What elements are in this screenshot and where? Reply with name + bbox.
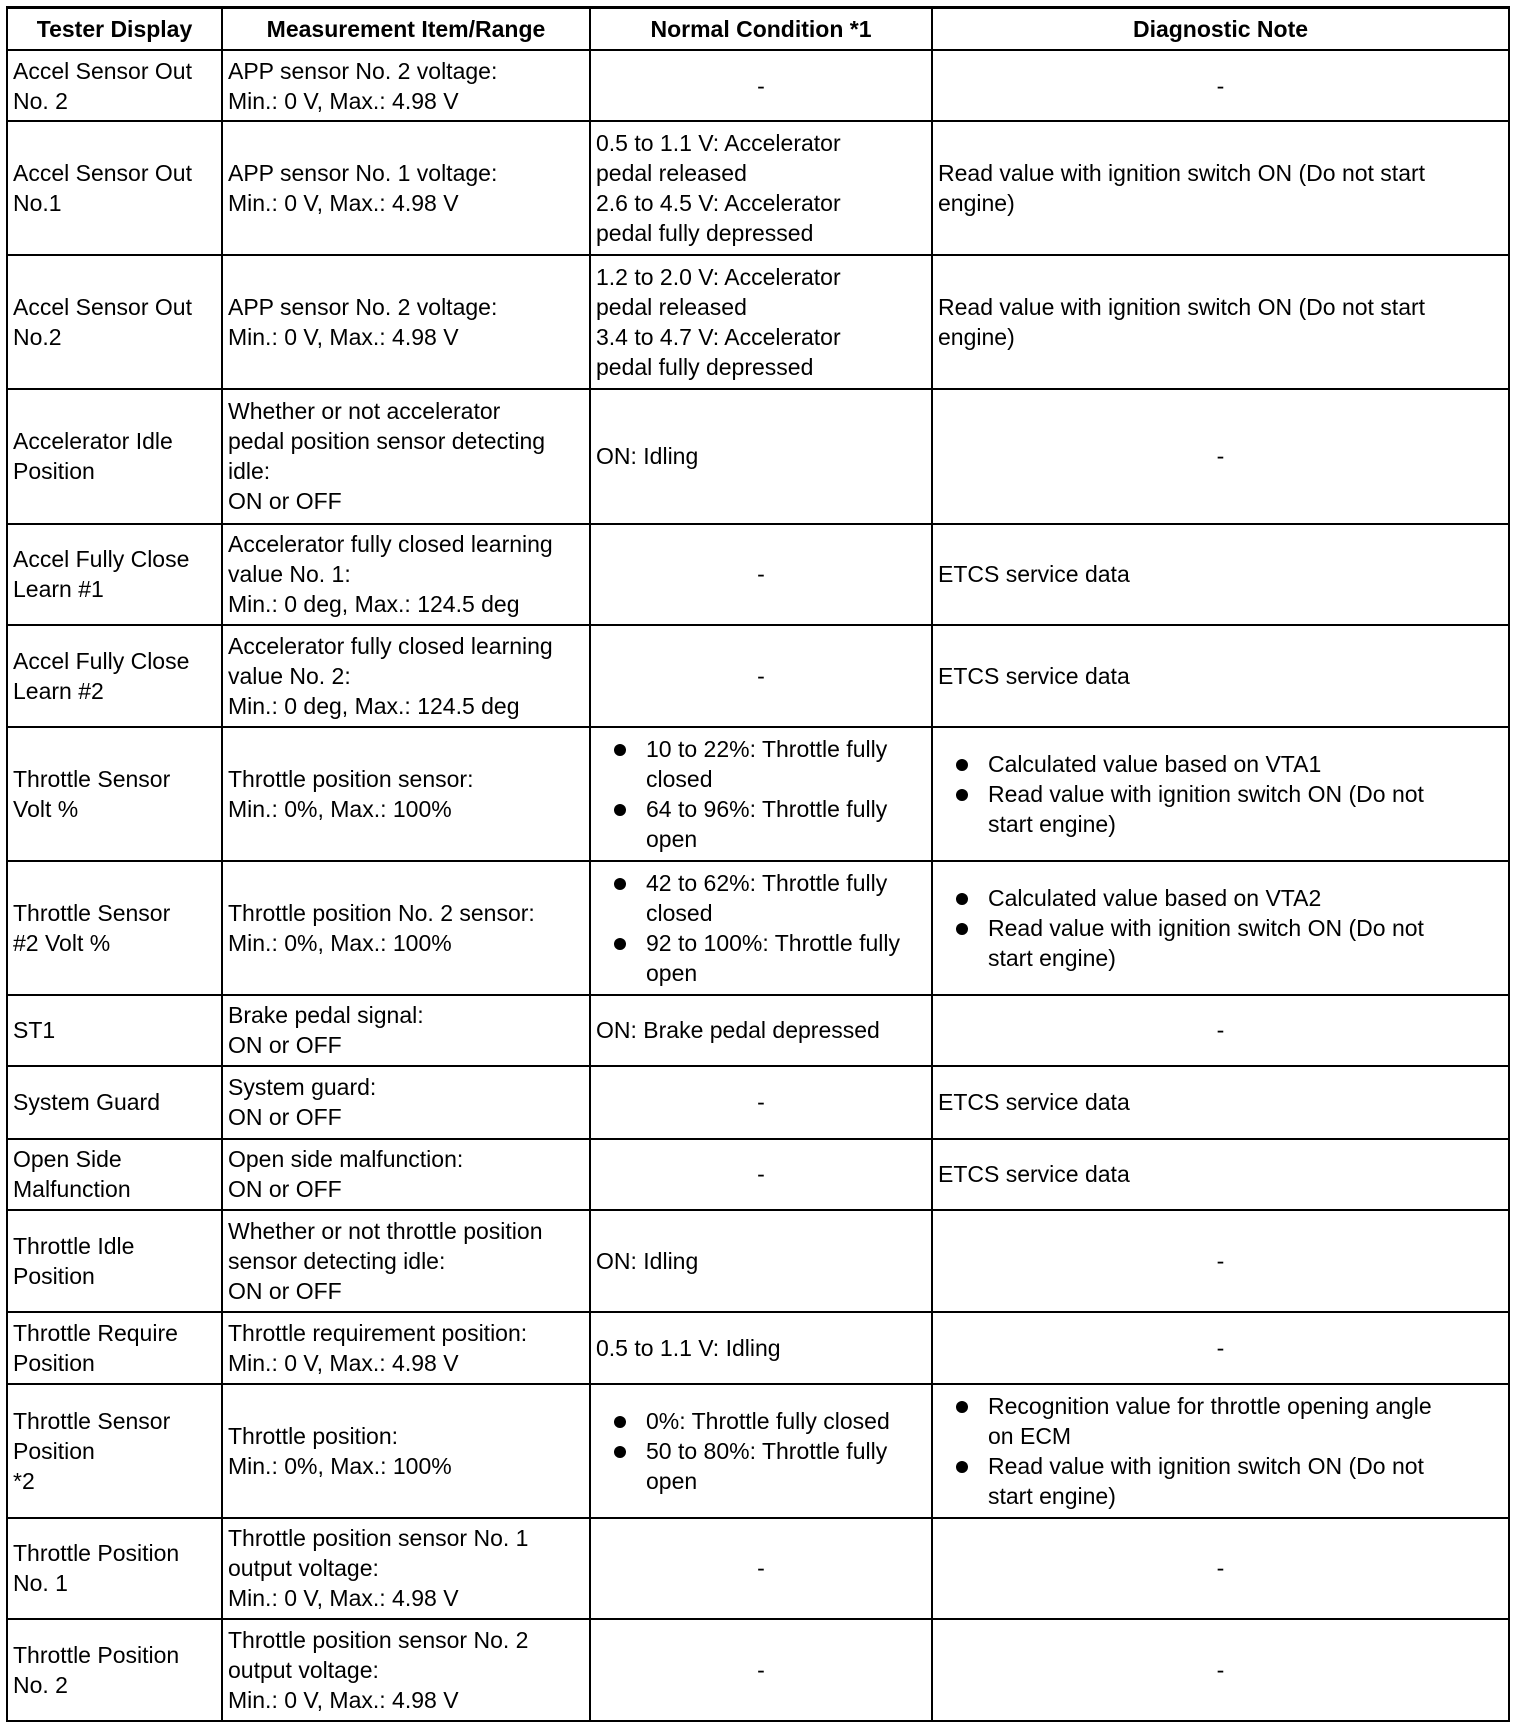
- tester-display-cell: [7, 625, 222, 727]
- cell-text-line: Read value with ignition switch ON (Do not start: [938, 294, 1426, 321]
- table-row: [7, 121, 1509, 255]
- tester-display-cell: [7, 50, 222, 121]
- cell-text-line: No.1: [13, 190, 62, 217]
- diagnostic-note-cell: -: [932, 50, 1509, 121]
- cell-text-line: Throttle requirement position:: [228, 1319, 528, 1346]
- cell-text-line: Read value with ignition switch ON (Do not: [988, 914, 1424, 941]
- cell-text-line: Position: [13, 1263, 95, 1290]
- bullet-item: [596, 794, 926, 854]
- cell-text-line: System guard:: [228, 1074, 377, 1101]
- cell-text-line: Throttle Sensor: [13, 899, 171, 926]
- diagnostic-note-cell: ETCS service data: [932, 625, 1509, 727]
- cell-text-line: start engine): [988, 944, 1116, 971]
- cell-text-line: Min.: 0 deg, Max.: 124.5 deg: [228, 591, 520, 618]
- measurement-cell: [222, 1518, 590, 1619]
- cell-text-line: Throttle position sensor:: [228, 765, 474, 792]
- table-row: [7, 1619, 1509, 1721]
- cell-text-line: Accel Sensor Out: [13, 160, 192, 187]
- diagnostic-note-cell: [932, 255, 1509, 389]
- tester-display-cell: [7, 1518, 222, 1619]
- measurement-cell: [222, 1066, 590, 1139]
- normal-condition-cell: ON: Idling: [590, 389, 932, 523]
- cell-text-line: No.2: [13, 324, 62, 351]
- cell-text-line: Read value with ignition switch ON (Do not start: [938, 160, 1426, 187]
- cell-text-line: Position: [13, 1349, 95, 1376]
- tester-display-cell: [7, 1139, 222, 1210]
- bullet-list: [938, 883, 1503, 973]
- cell-text-line: #2 Volt %: [13, 929, 111, 956]
- table-row: [7, 524, 1509, 625]
- cell-text-line: Brake pedal signal:: [228, 1002, 424, 1029]
- measurement-cell: [222, 50, 590, 121]
- bullet-list: [596, 734, 926, 854]
- measurement-cell: [222, 1619, 590, 1721]
- data-list-table: [6, 6, 1510, 1722]
- cell-text-line: Min.: 0 V, Max.: 4.98 V: [228, 1585, 459, 1612]
- bullet-item: [596, 928, 926, 988]
- cell-text-line: Min.: 0%, Max.: 100%: [228, 929, 452, 956]
- bullet-item: [938, 1391, 1503, 1451]
- cell-text-line: Position: [13, 1437, 95, 1464]
- normal-condition-cell: ON: Idling: [590, 1210, 932, 1312]
- cell-text-line: Open side malfunction:: [228, 1146, 464, 1173]
- cell-text-line: Accel Sensor Out: [13, 294, 192, 321]
- bullet-item: [938, 1451, 1503, 1511]
- tester-display-cell: [7, 1384, 222, 1518]
- cell-text-line: Throttle Idle: [13, 1233, 135, 1260]
- cell-text-line: APP sensor No. 2 voltage:: [228, 57, 498, 84]
- cell-text-line: Throttle Position: [13, 1641, 180, 1668]
- table-row: [7, 995, 1509, 1066]
- cell-text-line: Accelerator fully closed learning: [228, 632, 553, 659]
- cell-text-line: closed: [646, 765, 713, 792]
- normal-condition-cell: [590, 727, 932, 861]
- cell-text-line: Throttle Sensor: [13, 1407, 171, 1434]
- normal-condition-cell: [590, 255, 932, 389]
- cell-text-line: Calculated value based on VTA1: [988, 750, 1322, 777]
- diagnostic-note-cell: -: [932, 389, 1509, 523]
- cell-text-line: Recognition value for throttle opening angle: [988, 1392, 1432, 1419]
- cell-text-line: Min.: 0 V, Max.: 4.98 V: [228, 1686, 459, 1713]
- cell-text-line: Min.: 0 deg, Max.: 124.5 deg: [228, 692, 520, 719]
- cell-text-line: 2.6 to 4.5 V: Accelerator: [596, 190, 841, 217]
- cell-text-line: open: [646, 959, 698, 986]
- cell-text-line: 42 to 62%: Throttle fully: [646, 869, 888, 896]
- cell-text-line: Throttle position No. 2 sensor:: [228, 899, 535, 926]
- bullet-item: [596, 734, 926, 794]
- normal-condition-cell: -: [590, 50, 932, 121]
- table-row: [7, 727, 1509, 861]
- normal-condition-cell: -: [590, 524, 932, 625]
- cell-text-line: pedal position sensor detecting: [228, 428, 546, 455]
- bullet-item: [596, 1406, 926, 1436]
- cell-text-line: 92 to 100%: Throttle fully: [646, 929, 900, 956]
- cell-text-line: ON or OFF: [228, 1104, 342, 1131]
- cell-text-line: value No. 1:: [228, 561, 351, 588]
- normal-condition-cell: ON: Brake pedal depressed: [590, 995, 932, 1066]
- diagnostic-note-cell: ETCS service data: [932, 1139, 1509, 1210]
- cell-text-line: pedal fully depressed: [596, 220, 814, 247]
- bullet-list: [938, 1391, 1503, 1511]
- cell-text-line: sensor detecting idle:: [228, 1248, 446, 1275]
- cell-text-line: open: [646, 825, 698, 852]
- cell-text-line: start engine): [988, 810, 1116, 837]
- bullet-item: [938, 779, 1503, 839]
- header-normal-condition: Normal Condition *1: [590, 8, 932, 51]
- table-row: [7, 1066, 1509, 1139]
- tester-display-cell: [7, 524, 222, 625]
- bullet-item: [596, 868, 926, 928]
- cell-text-line: Accel Fully Close: [13, 546, 190, 573]
- measurement-cell: [222, 389, 590, 523]
- cell-text-line: Throttle Require: [13, 1319, 178, 1346]
- cell-text-line: No. 2: [13, 87, 68, 114]
- cell-text-line: Accel Fully Close: [13, 647, 190, 674]
- table-row: [7, 625, 1509, 727]
- cell-text-line: idle:: [228, 458, 271, 485]
- cell-text-line: Min.: 0 V, Max.: 4.98 V: [228, 324, 459, 351]
- diagnostic-note-cell: -: [932, 995, 1509, 1066]
- tester-display-cell: [7, 1312, 222, 1383]
- cell-text-line: 1.2 to 2.0 V: Accelerator: [596, 264, 841, 291]
- cell-text-line: No. 2: [13, 1671, 68, 1698]
- bullet-item: [938, 913, 1503, 973]
- normal-condition-cell: [590, 861, 932, 995]
- cell-text-line: ON or OFF: [228, 1032, 342, 1059]
- cell-text-line: Throttle position:: [228, 1422, 399, 1449]
- diagnostic-note-cell: -: [932, 1518, 1509, 1619]
- header-tester-display: Tester Display: [7, 8, 222, 51]
- measurement-cell: [222, 1139, 590, 1210]
- table-row: [7, 389, 1509, 523]
- table-row: [7, 255, 1509, 389]
- cell-text-line: Min.: 0 V, Max.: 4.98 V: [228, 190, 459, 217]
- cell-text-line: pedal released: [596, 160, 747, 187]
- cell-text-line: value No. 2:: [228, 662, 351, 689]
- normal-condition-cell: 0.5 to 1.1 V: Idling: [590, 1312, 932, 1383]
- cell-text-line: 50 to 80%: Throttle fully: [646, 1437, 888, 1464]
- diagnostic-note-cell: [932, 1384, 1509, 1518]
- normal-condition-cell: -: [590, 1139, 932, 1210]
- tester-display-cell: [7, 727, 222, 861]
- bullet-item: [596, 1436, 926, 1496]
- cell-text-line: 0.5 to 1.1 V: Accelerator: [596, 130, 841, 157]
- cell-text-line: Volt %: [13, 795, 79, 822]
- measurement-cell: [222, 861, 590, 995]
- bullet-item: [938, 883, 1503, 913]
- cell-text-line: Accelerator Idle: [13, 428, 173, 455]
- diagnostic-note-cell: ETCS service data: [932, 524, 1509, 625]
- cell-text-line: Min.: 0%, Max.: 100%: [228, 1452, 452, 1479]
- tester-display-cell: [7, 861, 222, 995]
- cell-text-line: Throttle Sensor: [13, 765, 171, 792]
- tester-display-cell: [7, 255, 222, 389]
- measurement-cell: [222, 255, 590, 389]
- cell-text-line: Learn #2: [13, 677, 104, 704]
- cell-text-line: on ECM: [988, 1422, 1072, 1449]
- normal-condition-cell: [590, 121, 932, 255]
- cell-text-line: Throttle position sensor No. 1: [228, 1525, 529, 1552]
- cell-text-line: Position: [13, 458, 95, 485]
- table-row: [7, 50, 1509, 121]
- cell-text-line: 0%: Throttle fully closed: [646, 1407, 890, 1434]
- table-row: [7, 1210, 1509, 1312]
- normal-condition-cell: -: [590, 1066, 932, 1139]
- cell-text-line: closed: [646, 899, 713, 926]
- normal-condition-cell: -: [590, 1619, 932, 1721]
- header-measurement-item: Measurement Item/Range: [222, 8, 590, 51]
- bullet-list: [596, 868, 926, 988]
- cell-text-line: ON or OFF: [228, 1278, 342, 1305]
- cell-text-line: Min.: 0 V, Max.: 4.98 V: [228, 1349, 459, 1376]
- measurement-cell: [222, 625, 590, 727]
- measurement-cell: [222, 524, 590, 625]
- measurement-cell: [222, 1384, 590, 1518]
- cell-text-line: ON or OFF: [228, 1176, 342, 1203]
- cell-text-line: APP sensor No. 1 voltage:: [228, 160, 498, 187]
- cell-text-line: output voltage:: [228, 1555, 379, 1582]
- cell-text-line: 3.4 to 4.7 V: Accelerator: [596, 324, 841, 351]
- cell-text-line: Accel Sensor Out: [13, 57, 192, 84]
- diagnostic-note-cell: ETCS service data: [932, 1066, 1509, 1139]
- tester-display-cell: [7, 1066, 222, 1139]
- table-row: [7, 1139, 1509, 1210]
- diagnostic-note-cell: [932, 727, 1509, 861]
- cell-text-line: Throttle Position: [13, 1540, 180, 1567]
- cell-text-line: Read value with ignition switch ON (Do not: [988, 1452, 1424, 1479]
- cell-text-line: Throttle position sensor No. 2: [228, 1626, 529, 1653]
- cell-text-line: ON or OFF: [228, 488, 342, 515]
- table-row: [7, 1384, 1509, 1518]
- bullet-list: [596, 1406, 926, 1496]
- measurement-cell: [222, 1312, 590, 1383]
- tester-display-cell: [7, 121, 222, 255]
- measurement-cell: [222, 727, 590, 861]
- cell-text-line: No. 1: [13, 1570, 68, 1597]
- tester-display-cell: [7, 1210, 222, 1312]
- tester-display-cell: [7, 995, 222, 1066]
- diagnostic-note-cell: -: [932, 1312, 1509, 1383]
- table-row: [7, 1518, 1509, 1619]
- cell-text-line: engine): [938, 324, 1015, 351]
- cell-text-line: System Guard: [13, 1089, 160, 1116]
- cell-text-line: ST1: [13, 1017, 56, 1044]
- diagnostic-note-cell: [932, 861, 1509, 995]
- cell-text-line: pedal released: [596, 294, 747, 321]
- cell-text-line: Accelerator fully closed learning: [228, 531, 553, 558]
- cell-text-line: engine): [938, 190, 1015, 217]
- cell-text-line: Min.: 0 V, Max.: 4.98 V: [228, 87, 459, 114]
- cell-text-line: Whether or not accelerator: [228, 398, 501, 425]
- table-row: [7, 861, 1509, 995]
- cell-text-line: *2: [13, 1467, 35, 1494]
- cell-text-line: pedal fully depressed: [596, 354, 814, 381]
- cell-text-line: open: [646, 1467, 698, 1494]
- header-row: [7, 8, 1509, 51]
- diagnostic-note-cell: [932, 121, 1509, 255]
- cell-text-line: Read value with ignition switch ON (Do not: [988, 780, 1424, 807]
- diagnostic-note-cell: -: [932, 1210, 1509, 1312]
- tester-display-cell: [7, 389, 222, 523]
- bullet-list: [938, 749, 1503, 839]
- cell-text-line: Open Side: [13, 1146, 122, 1173]
- header-diagnostic-note: Diagnostic Note: [932, 8, 1509, 51]
- cell-text-line: output voltage:: [228, 1656, 379, 1683]
- bullet-item: [938, 749, 1503, 779]
- normal-condition-cell: [590, 1384, 932, 1518]
- measurement-cell: [222, 1210, 590, 1312]
- normal-condition-cell: -: [590, 1518, 932, 1619]
- table-body: [7, 50, 1509, 1721]
- cell-text-line: Learn #1: [13, 576, 104, 603]
- cell-text-line: 64 to 96%: Throttle fully: [646, 795, 888, 822]
- cell-text-line: Calculated value based on VTA2: [988, 884, 1322, 911]
- measurement-cell: [222, 995, 590, 1066]
- cell-text-line: start engine): [988, 1482, 1116, 1509]
- diagnostic-note-cell: -: [932, 1619, 1509, 1721]
- cell-text-line: 10 to 22%: Throttle fully: [646, 735, 888, 762]
- normal-condition-cell: -: [590, 625, 932, 727]
- table-row: [7, 1312, 1509, 1383]
- cell-text-line: Min.: 0%, Max.: 100%: [228, 795, 452, 822]
- cell-text-line: Malfunction: [13, 1176, 131, 1203]
- measurement-cell: [222, 121, 590, 255]
- cell-text-line: Whether or not throttle position: [228, 1218, 543, 1245]
- tester-display-cell: [7, 1619, 222, 1721]
- cell-text-line: APP sensor No. 2 voltage:: [228, 294, 498, 321]
